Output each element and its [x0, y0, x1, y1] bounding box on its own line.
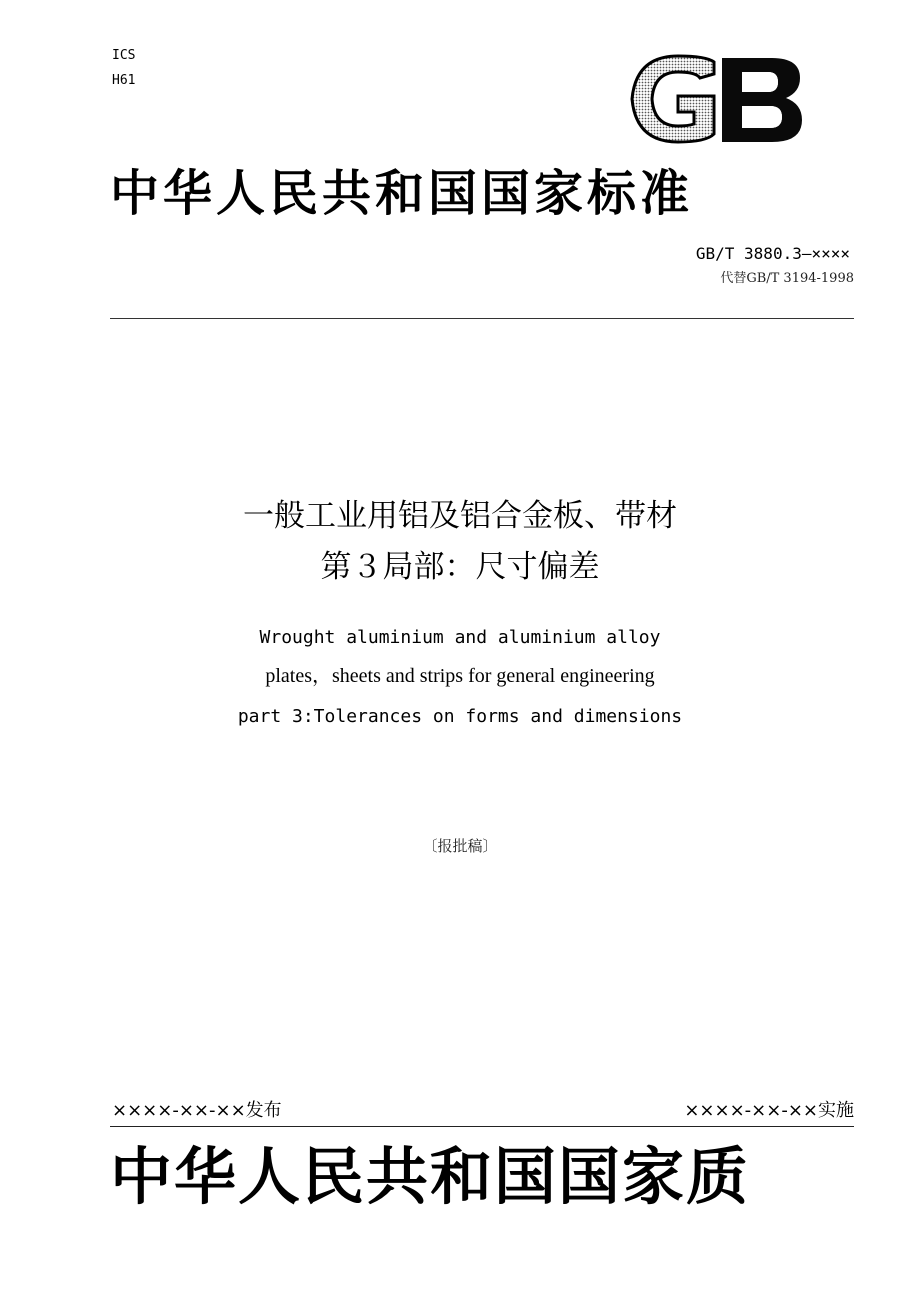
- header-divider: [110, 318, 854, 319]
- document-title-cn-line1: 一般工业用铝及铝合金板、带材: [243, 498, 677, 534]
- implementation-date: ××××-××-××实施: [684, 1100, 854, 1121]
- footer-divider: [110, 1126, 854, 1127]
- category-code: H61: [112, 73, 136, 88]
- main-title: 中华人民共和国国家标准: [110, 165, 694, 222]
- gb-logo: [626, 54, 804, 144]
- draft-label: 〔报批稿〕: [422, 837, 498, 855]
- replaces-standard: 代替GB/T 3194-1998: [720, 271, 854, 286]
- footer-title: 中华人民共和国国家质: [110, 1140, 751, 1213]
- document-title-en-line3: part 3:Tolerances on forms and dimensions: [237, 706, 683, 727]
- document-title-cn-line2: 第３局部：尺寸偏差: [320, 549, 600, 585]
- document-title-en-line1: Wrought aluminium and aluminium alloy: [259, 627, 661, 648]
- document-title-en-line2: plates，sheets and strips for general engineering: [265, 665, 655, 687]
- ics-code: ICS: [112, 48, 136, 63]
- standard-number: GB/T 3880.3—××××: [695, 244, 850, 263]
- issue-date: ××××-××-××发布: [112, 1100, 282, 1121]
